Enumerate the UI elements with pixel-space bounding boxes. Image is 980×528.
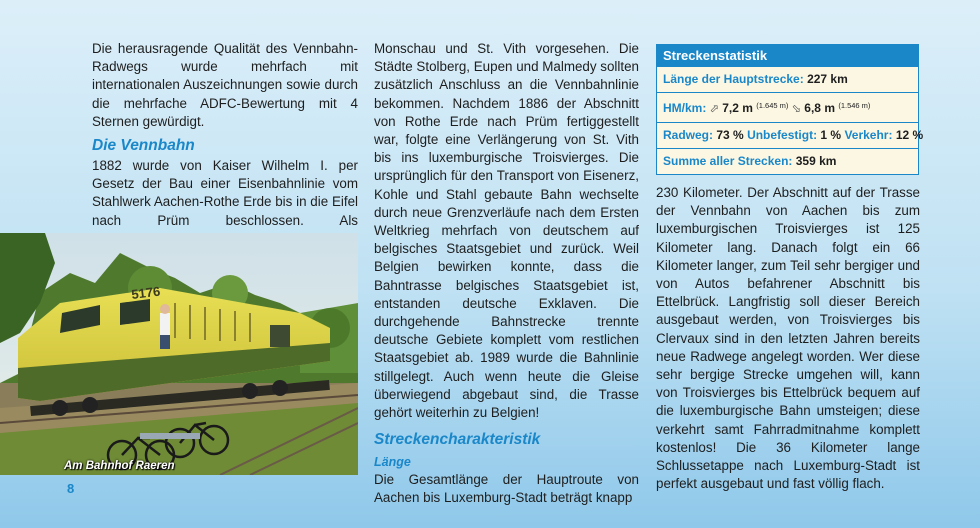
unbefestigt-value: 1 % [820, 128, 842, 142]
locomotive-illustration [0, 233, 358, 475]
hm-label: HM/km: [663, 101, 707, 115]
radweg-label: Radweg: [663, 128, 714, 142]
text-column-3 [656, 184, 920, 493]
stats-row-length [657, 67, 918, 93]
subheading-laenge: Länge [374, 455, 411, 470]
route-detail-paragraph: 230 Kilometer. Der Abschnitt auf der Trasse der Vennbahn von Aachen bis zum luxemburgischen Troisvierges ist 125 Kilometer lang. Danach folgt ein 66 Kilometer langer, zum Teil sehr bergiger und von Autos befahrener Abschnitt bis Ettelbrück. Langfristig soll dieser Bereich ausgebaut werden, von Troisvierges bis Clervaux sind in den letzten Jahren bereits neue Radwege angelegt worden. Wer diese sehr bergige Strecke umgehen will, kann von Troisvierges bis Ettelbrück bequem auf die luxemburgische Bahn umsteigen; diese verkehrt samt Fahrradmitnahme komplett kostenlos! Die 36 Kilometer lange Schlussetappe nach Luxemburg-Stadt ist perfekt ausgebaut und fast völlig flach. [656, 185, 920, 492]
intro-paragraph: Die herausragende Qualität des Vennbahn-Radwegs wurde mehrfach mit internationalen Auszeichnungen sowie durch die mehrfache ADFC-Bewertung mit 4 Sternen gewürdigt. [92, 41, 358, 129]
hm-down-value: 6,8 m [804, 101, 835, 115]
unbefestigt-label: Unbefestigt: [747, 128, 818, 142]
sum-label: Summe aller Strecken: [663, 154, 793, 168]
stats-row-total [657, 149, 918, 174]
stats-title: Streckenstatistik [657, 45, 918, 67]
page-number: 8 [67, 481, 75, 496]
hm-up-value: 7,2 m [722, 101, 753, 115]
heading-die-vennbahn: Die Vennbahn [92, 137, 195, 155]
route-statistics-box [656, 44, 924, 175]
vennbahn-paragraph: 1882 wurde von Kaiser Wilhelm I. per Gesetz der Bau einer Eisenbahnlinie vom Stahlwerk Aachen-Rothe Erde bis in die Eifel nach Prüm beschlossen. Als [92, 158, 358, 228]
length-label: Länge der Hauptstrecke: [663, 72, 804, 86]
radweg-value: 73 % [716, 128, 744, 142]
photo-caption: Am Bahnhof Raeren [64, 460, 175, 472]
history-paragraph: Monschau und St. Vith vorgesehen. Die Städte Stolberg, Eupen und Malmedy sollten zusätzlich Anschluss an die Vennbahnlinie bekommen. Nachdem 1886 der Abschnitt von Rothe Erde nach Prüm fertiggestellt war, folgte eine Verlängerung von St. Vith bis ins luxemburgische Troisvierges. Die ursprünglich für den Transport von Eisenerz, Kohle und Stahl gebaute Bahn wechselte durch neue Grenzverläufe nach dem Ersten Weltkrieg mehrfach von deutschem auf belgisches Staatsgebiet und zurück. Weil Belgien bewirken konnte, dass die Bahntrasse belgisches Staatsgebiet ist, entstanden deutsche Exklaven. Die durchgehende Bahnstrecke trennte deutsche Gebiete komplett vom restlichen Staatsgebiet ab. 1989 wurde die Bahnlinie stillgelegt. Auch wenn heute die Gleise überwiegend abgebaut sind, die Trasse gehört weiterhin zu Belgien! [374, 41, 640, 421]
ascent-arrow-icon: ⬀ [709, 103, 719, 115]
text-column-2 [374, 40, 639, 508]
text-column-1 [92, 40, 358, 248]
locomotive-number: 5176 [130, 283, 162, 302]
sum-value: 359 km [795, 154, 837, 168]
stats-row-elevation [657, 93, 918, 123]
length-paragraph: Die Gesamtlänge der Hauptroute von Aachen bis Luxemburg-Stadt beträgt knapp [374, 472, 639, 506]
hm-down-total: (1.546 m) [838, 101, 871, 110]
hm-up-total: (1.645 m) [756, 101, 789, 110]
length-value: 227 km [807, 72, 848, 86]
heading-streckencharakteristik: Streckencharakteristik [374, 431, 541, 449]
verkehr-value: 12 % [895, 128, 924, 142]
locomotive-photo [0, 233, 358, 475]
descent-arrow-icon: ⬂ [791, 103, 801, 115]
verkehr-label: Verkehr: [844, 128, 893, 142]
stats-row-surface [657, 123, 924, 149]
